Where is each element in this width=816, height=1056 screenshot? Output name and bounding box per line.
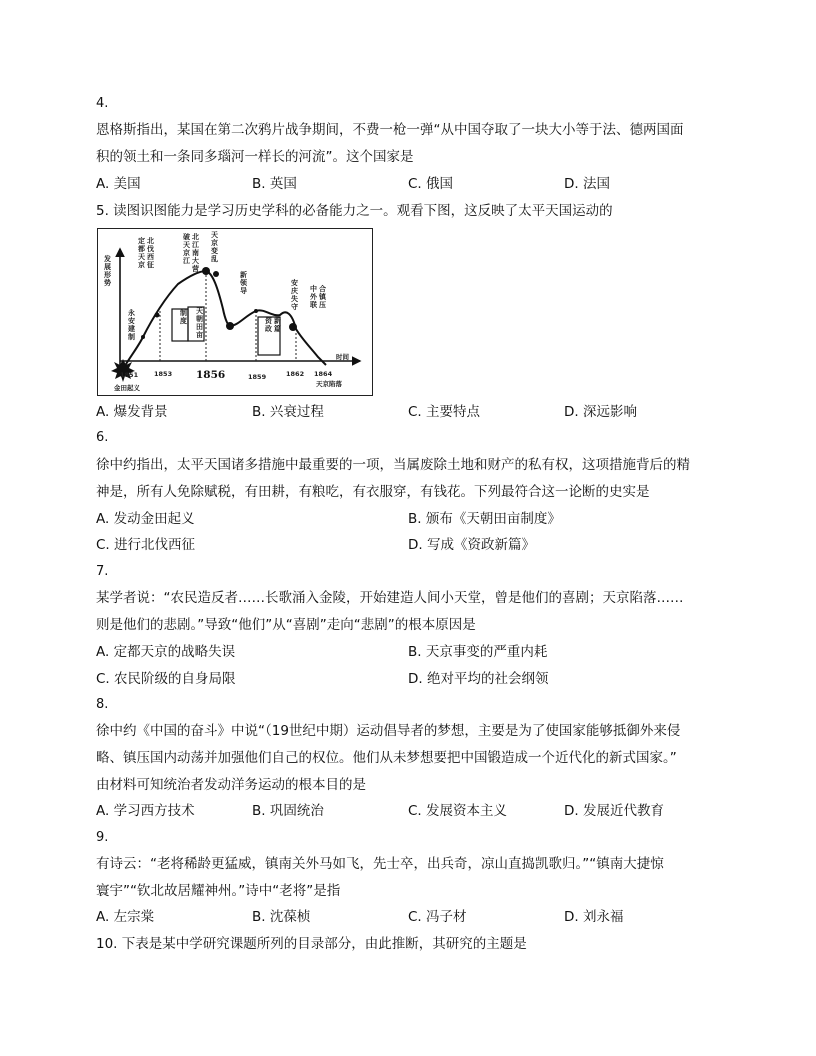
svg-text:1864: 1864 [314,370,333,378]
question-6-number: 6. [96,430,109,445]
option-a[interactable]: A. 左宗棠 [96,909,155,925]
question-8-stem-line2: 略、镇压国内动荡并加强他们自己的权位。他们从未梦想要把中国锻造成一个近代化的新式国家。” [96,750,677,766]
option-d[interactable]: D. 绝对平均的社会纲领 [408,671,549,687]
event-yongan: 永安建制 [128,309,135,341]
question-4-stem-line2: 积的领土和一条同多瑙河一样长的河流”。这个国家是 [96,149,414,165]
option-d[interactable]: D. 深远影响 [564,404,637,420]
y-axis-label: 发展形势 [104,255,111,287]
box-zizheng-2: 新篇 [274,317,281,333]
question-9-number: 9. [96,830,109,845]
box-zizheng-1: 资政 [265,317,272,333]
question-6-stem-line2: 神是，所有人免除赋税，有田耕，有粮吃，有衣服穿，有钱花。下列最符合这一论断的史实是 [96,484,650,500]
svg-text:天京陷落: 天京陷落 [316,380,342,388]
question-8-stem-line3: 由材料可知统治者发动洋务运动的根本目的是 [96,777,366,793]
box-tianchao: 天朝田亩 [196,307,203,339]
option-b[interactable]: B. 颁布《天朝田亩制度》 [408,511,561,527]
question-5-stem: 5. 读图识图能力是学习历史学科的必备能力之一。观看下图，这反映了太平天国运动的 [96,203,613,219]
question-4-stem-line1: 恩格斯指出，某国在第二次鸦片战争期间，不费一枪一弹“从中国夺取了一块大小等于法、德两国面 [96,122,684,138]
option-c[interactable]: C. 农民阶级的自身局限 [96,671,236,687]
box-zhidu: 制度 [180,309,187,325]
option-c[interactable]: C. 俄国 [408,176,454,192]
event-dingdu-2: 北伐西征 [147,237,154,269]
svg-text:1856: 1856 [196,369,226,381]
event-zhongwai-1: 中外联 [310,285,317,309]
svg-text:金田起义: 金田起义 [114,384,140,392]
option-b[interactable]: B. 天京事变的严重内耗 [408,644,548,660]
option-d[interactable]: D. 刘永福 [564,909,624,925]
event-dingdu-1: 定都天京 [138,237,145,269]
option-a[interactable]: A. 定都天京的战略失误 [96,644,236,660]
option-a[interactable]: A. 发动金田起义 [96,511,195,527]
question-9-stem-line2: 寰宇”“钦北故居耀神州。”诗中“老将”是指 [96,883,341,899]
event-tianjing: 天京变乱 [211,231,218,263]
option-d[interactable]: D. 法国 [564,176,610,192]
option-c[interactable]: C. 进行北伐西征 [96,537,196,553]
option-b[interactable]: B. 沈葆桢 [252,909,311,925]
svg-text:1851: 1851 [120,371,139,379]
event-anqing: 安庆失守 [291,279,298,311]
event-zhongwai-2: 合镇压 [319,285,326,309]
svg-text:1853: 1853 [154,370,173,378]
svg-text:1862: 1862 [286,370,305,378]
svg-text:时间: 时间 [336,353,349,361]
option-b[interactable]: B. 巩固统治 [252,803,324,819]
question-4-number: 4. [96,96,109,111]
question-6-stem-line1: 徐中约指出，太平天国诸多措施中最重要的一项，当属废除土地和财产的私有权，这项措施背后的精 [96,457,690,473]
question-9-stem-line1: 有诗云：“老将稀龄更猛威，镇南关外马如飞，先士卒，出兵奇，凉山直捣凯歌归。”“镇南大捷惊 [96,856,664,872]
event-poxi-1: 破天京江 [183,233,190,265]
option-a[interactable]: A. 美国 [96,176,141,192]
question-10-stem: 10. 下表是某中学研究课题所列的目录部分，由此推断，其研究的主题是 [96,936,527,952]
question-8-number: 8. [96,697,109,712]
option-b[interactable]: B. 英国 [252,176,297,192]
event-xinlingxin: 新领导 [240,271,247,295]
option-c[interactable]: C. 发展资本主义 [408,803,508,819]
option-c[interactable]: C. 冯子材 [408,909,467,925]
question-8-stem-line1: 徐中约《中国的奋斗》中说“（19世纪中期）运动倡导者的梦想，主要是为了使国家能够抵御外来侵 [96,723,681,739]
development-curve-diagram [98,229,373,396]
svg-text:1859: 1859 [248,373,267,381]
option-d[interactable]: D. 写成《资政新篇》 [408,537,535,553]
event-poxi-2: 北江南大营 [192,233,199,273]
option-d[interactable]: D. 发展近代教育 [564,803,664,819]
question-7-stem-line2: 则是他们的悲剧。”导致“他们”从“喜剧”走向“悲剧”的根本原因是 [96,617,476,633]
option-c[interactable]: C. 主要特点 [408,404,481,420]
question-7-number: 7. [96,564,109,579]
taiping-development-figure [97,228,373,396]
option-b[interactable]: B. 兴衰过程 [252,404,324,420]
option-a[interactable]: A. 爆发背景 [96,404,168,420]
option-a[interactable]: A. 学习西方技术 [96,803,195,819]
question-7-stem-line1: 某学者说：“农民造反者……长歌涌入金陵，开始建造人间小天堂，曾是他们的喜剧；天京陷落…… [96,590,684,606]
